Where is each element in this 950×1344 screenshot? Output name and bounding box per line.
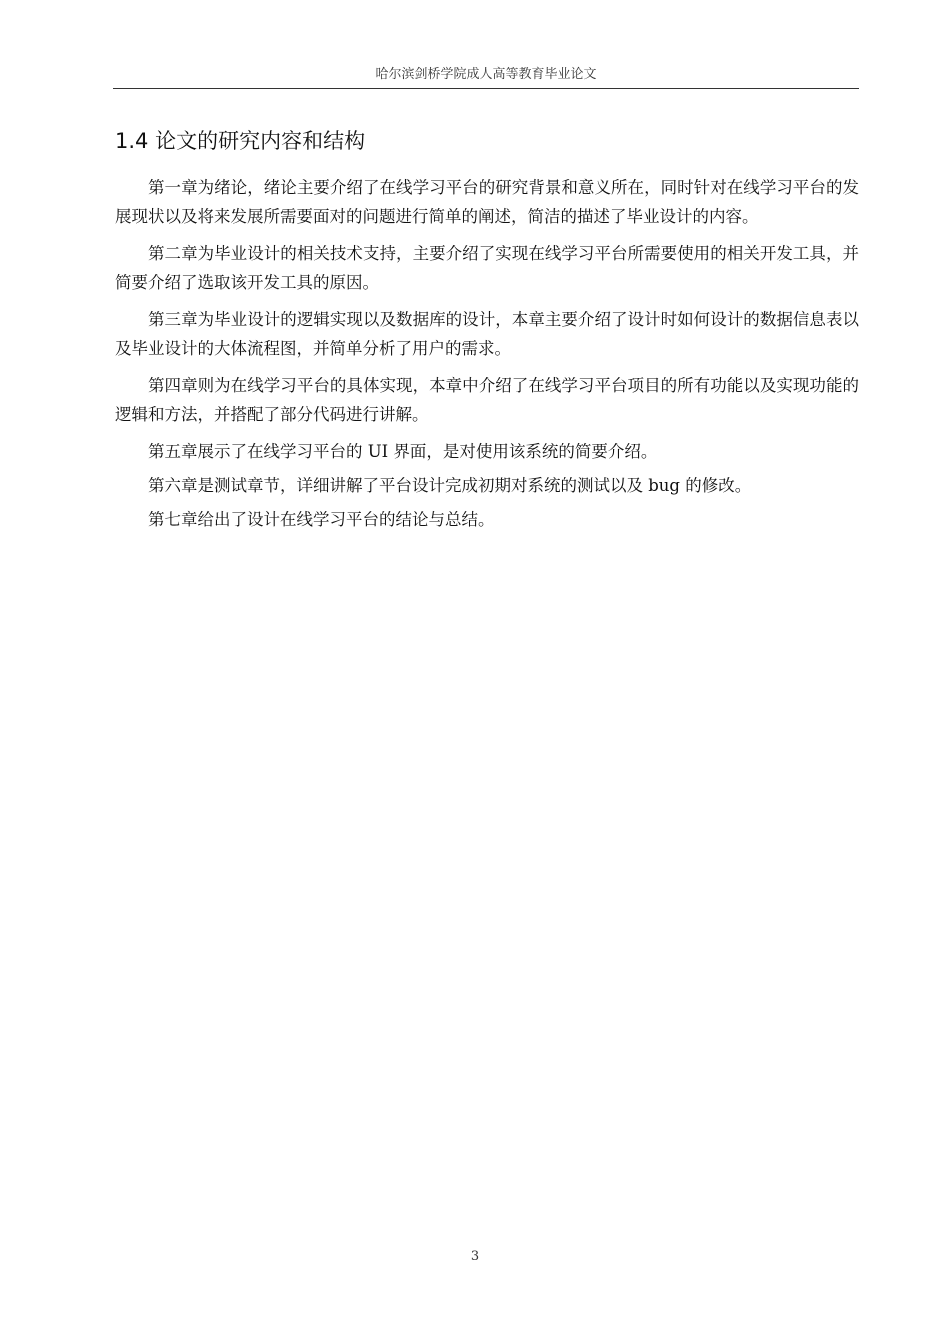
paragraph-chapter-2: 第二章为毕业设计的相关技术支持，主要介绍了实现在线学习平台所需要使用的相关开发工具，并简要介绍了选取该开发工具的原因。 xyxy=(115,244,859,292)
page-header: 哈尔滨剑桥学院成人高等教育毕业论文 xyxy=(113,66,859,89)
paragraph-chapter-4: 第四章则为在线学习平台的具体实现，本章中介绍了在线学习平台项目的所有功能以及实现功能的逻辑和方法，并搭配了部分代码进行讲解。 xyxy=(115,376,859,424)
paragraph-chapter-7: 第七章给出了设计在线学习平台的结论与总结。 xyxy=(148,510,495,529)
paragraph-chapter-6: 第六章是测试章节，详细讲解了平台设计完成初期对系统的测试以及 bug 的修改。 xyxy=(148,476,752,495)
section-heading: 1.4 论文的研究内容和结构 xyxy=(115,129,366,153)
paragraph-chapter-3: 第三章为毕业设计的逻辑实现以及数据库的设计，本章主要介绍了设计时如何设计的数据信息表以及毕业设计的大体流程图，并简单分析了用户的需求。 xyxy=(115,310,859,358)
paragraph-chapter-5: 第五章展示了在线学习平台的 UI 界面，是对使用该系统的简要介绍。 xyxy=(148,442,658,461)
page-number: 3 xyxy=(470,1249,480,1264)
paragraph-chapter-1: 第一章为绪论，绪论主要介绍了在线学习平台的研究背景和意义所在，同时针对在线学习平台的发展现状以及将来发展所需要面对的问题进行简单的阐述，简洁的描述了毕业设计的内容。 xyxy=(115,178,859,226)
body-text xyxy=(115,173,859,539)
